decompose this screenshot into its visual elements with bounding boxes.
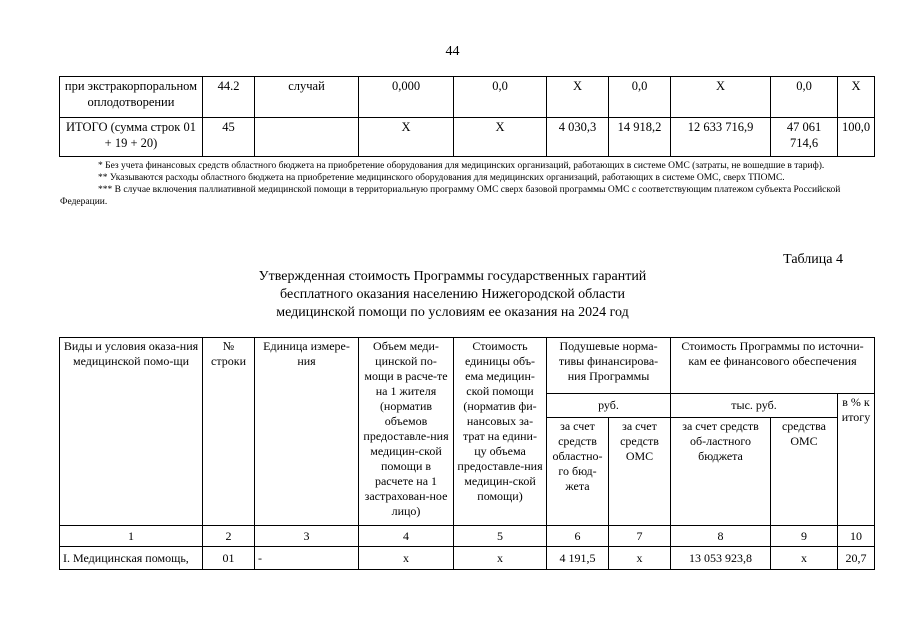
cost-table <box>59 337 875 570</box>
column-number: 4 <box>359 526 454 547</box>
table-cell: х <box>359 547 454 570</box>
table-cell: 13 053 923,8 <box>671 547 771 570</box>
header-cell: руб. <box>547 394 671 418</box>
table-cell: 4 030,3 <box>547 118 609 157</box>
table-row <box>60 118 875 157</box>
table-cell: 100,0 <box>838 118 875 157</box>
header-cell: за счет средств ОМС <box>609 418 671 526</box>
table-cell: 0,0 <box>454 77 547 118</box>
table-title <box>230 268 675 322</box>
footnote: ** Указываются расходы областного бюджета на приобретение медицинского оборудования для медицинских организаций, работающих в системе ОМС, сверх ТПОМС. <box>98 173 785 183</box>
table-row <box>60 77 875 118</box>
table-cell: ИТОГО (сумма строк 01 + 19 + 20) <box>60 118 203 157</box>
table-row <box>60 547 875 570</box>
top-table <box>59 76 875 157</box>
table-cell: 47 061 714,6 <box>771 118 838 157</box>
table-cell: 12 633 716,9 <box>671 118 771 157</box>
table-cell: х <box>454 547 547 570</box>
table-cell: случай <box>255 77 359 118</box>
header-cell: тыс. руб. <box>671 394 838 418</box>
table-cell: - <box>255 547 359 570</box>
header-cell: Виды и условия оказа-ния медицинской помо-щи <box>60 338 203 526</box>
table-cell: 44.2 <box>203 77 255 118</box>
header-cell: средства ОМС <box>771 418 838 526</box>
table-cell: 01 <box>203 547 255 570</box>
table-cell: X <box>454 118 547 157</box>
header-cell: Объем меди-цинской по-мощи в расче-те на 1 жителя (норматив объемов предоставле-ния медицин-ской помощи в расчете на 1 застрахован-ное лицо) <box>359 338 454 526</box>
column-number: 7 <box>609 526 671 547</box>
column-number: 9 <box>771 526 838 547</box>
table-cell: I. Медицинская помощь, <box>60 547 203 570</box>
table-cell: 20,7 <box>838 547 875 570</box>
footnote: * Без учета финансовых средств областного бюджета на приобретение оборудования для медицинских организаций, работающих в системе ОМС (затраты, не вошедшие в тариф). <box>98 161 825 171</box>
header-cell: за счет средств областно-го бюд-жета <box>547 418 609 526</box>
table-cell: 14 918,2 <box>609 118 671 157</box>
page-number: 44 <box>445 44 460 59</box>
table-cell <box>255 118 359 157</box>
table-cell: 0,000 <box>359 77 454 118</box>
table-cell: при экстракорпоральном оплодотворении <box>60 77 203 118</box>
header-row <box>60 338 875 394</box>
column-number: 2 <box>203 526 255 547</box>
header-cell: № строки <box>203 338 255 526</box>
table-cell: X <box>547 77 609 118</box>
header-cell: за счет средств об-ластного бюджета <box>671 418 771 526</box>
table-cell: 4 191,5 <box>547 547 609 570</box>
header-cell: Подушевые норма-тивы финансирова-ния Программы <box>547 338 671 394</box>
table-cell: X <box>671 77 771 118</box>
header-cell: Стоимость Программы по источни-кам ее финансового обеспечения <box>671 338 875 394</box>
table-cell: 0,0 <box>771 77 838 118</box>
footnotes <box>60 160 850 208</box>
table-cell: х <box>771 547 838 570</box>
column-number: 10 <box>838 526 875 547</box>
table-label: Таблица 4 <box>783 252 843 267</box>
table-title-line: Утвержденная стоимость Программы государственных гарантий <box>258 269 647 284</box>
table-title-line: бесплатного оказания населению Нижегородской области <box>280 287 625 302</box>
column-number: 1 <box>60 526 203 547</box>
column-number: 6 <box>547 526 609 547</box>
table-cell: 0,0 <box>609 77 671 118</box>
table-cell: X <box>838 77 875 118</box>
table-cell: х <box>609 547 671 570</box>
column-number: 5 <box>454 526 547 547</box>
column-number: 8 <box>671 526 771 547</box>
table-cell: 45 <box>203 118 255 157</box>
column-number: 3 <box>255 526 359 547</box>
header-cell: Единица измере-ния <box>255 338 359 526</box>
column-number-row <box>60 526 875 547</box>
footnote: *** В случае включения паллиативной медицинской помощи в территориальную программу ОМС сверх базовой программы ОМС с соответствующим платежом субъекта Российской Федерации. <box>60 185 841 207</box>
table-title-line: медицинской помощи по условиям ее оказания на 2024 год <box>276 305 629 320</box>
header-cell: в % к итогу <box>838 394 875 526</box>
table-cell: X <box>359 118 454 157</box>
header-cell: Стоимость единицы объ-ема медицин-ской помощи (норматив фи-нансовых за-трат на едини-цу объема предоставле-ния медицин-ской помощи) <box>454 338 547 526</box>
